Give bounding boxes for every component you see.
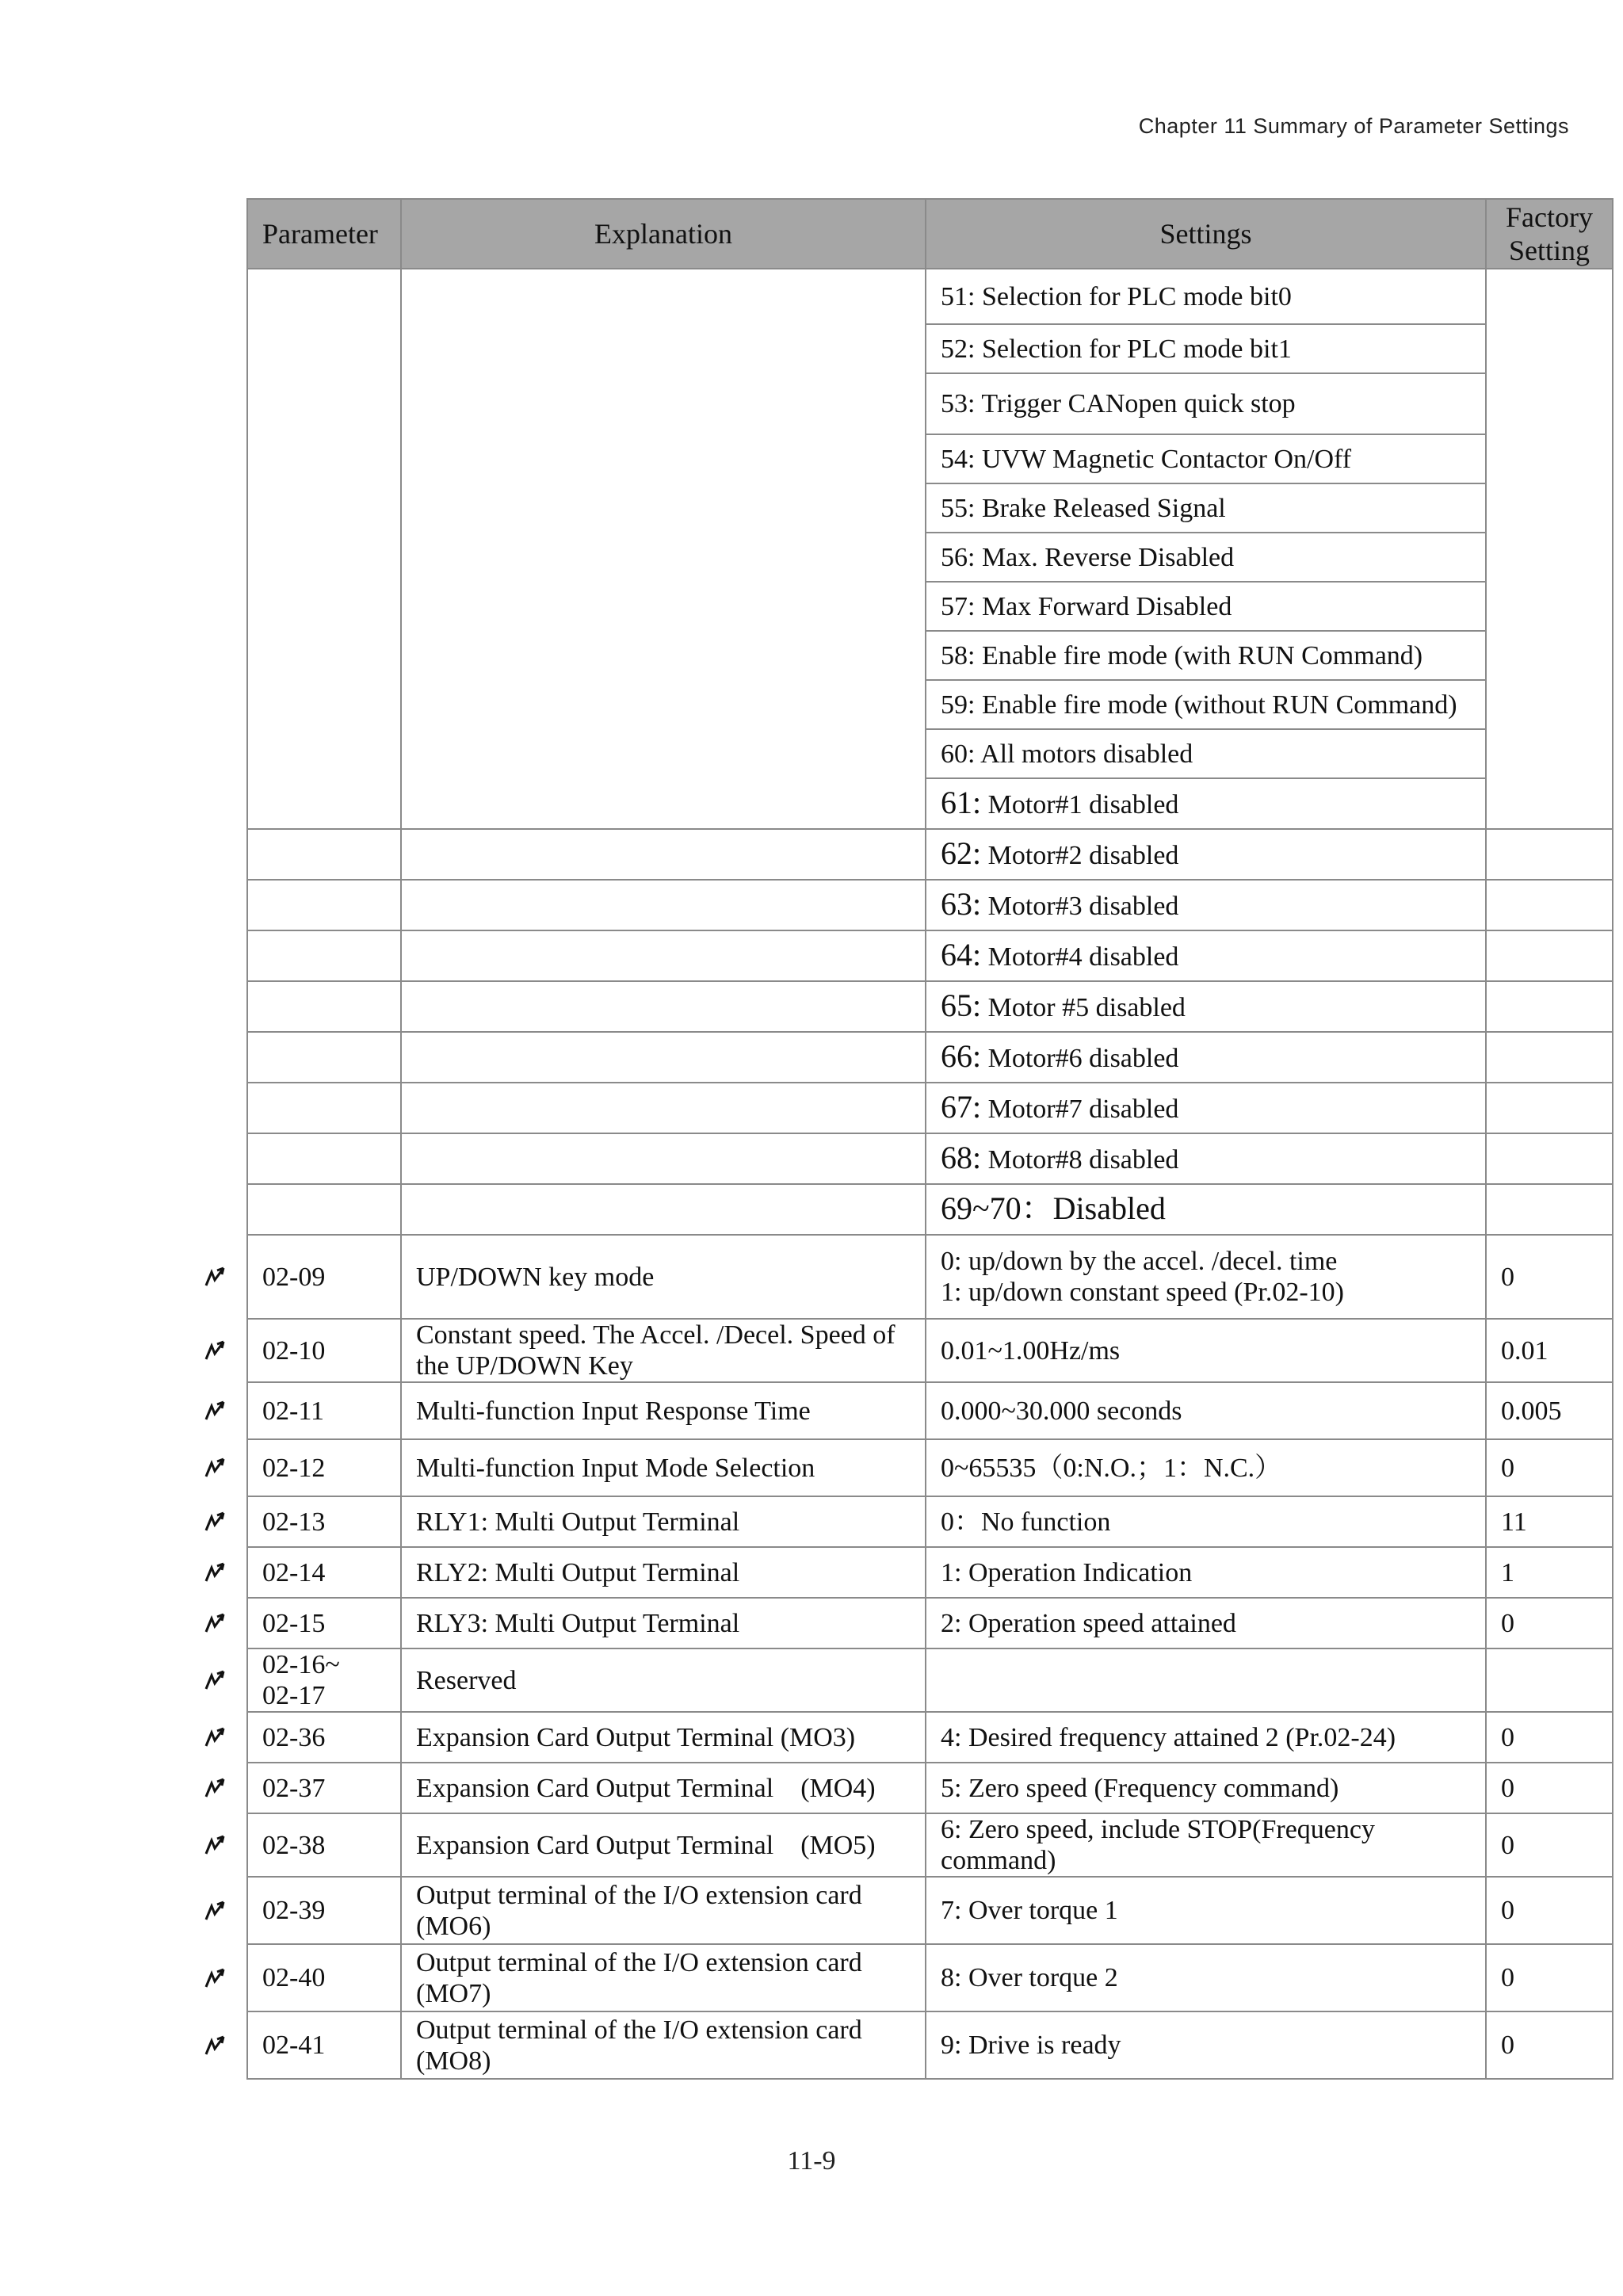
parameter-id: 02-37 <box>247 1763 401 1813</box>
runtime-editable-icon <box>203 1399 227 1423</box>
table-row <box>247 1496 1613 1547</box>
setting-value: 9: Drive is ready <box>926 2011 1486 2079</box>
runtime-editable-icon <box>203 1899 227 1923</box>
explanation-text: Multi-function Input Mode Selection <box>401 1439 926 1496</box>
parameter-cell-empty <box>247 930 401 981</box>
setting-option-text: All motors disabled <box>975 739 1193 769</box>
setting-option-text: Selection for PLC mode bit0 <box>975 281 1292 311</box>
factory-value: 0 <box>1486 1877 1613 1944</box>
setting-option <box>926 1083 1486 1133</box>
setting-value: 0.01~1.00Hz/ms <box>926 1319 1486 1382</box>
explanation-cell-empty <box>401 930 926 981</box>
setting-value: 8: Over torque 2 <box>926 1944 1486 2011</box>
factory-value: 0 <box>1486 2011 1613 2079</box>
explanation-text: Multi-function Input Response Time <box>401 1382 926 1439</box>
explanation-cell-empty <box>401 1133 926 1184</box>
parameter-cell-empty <box>247 829 401 880</box>
runtime-editable-icon <box>203 1456 227 1480</box>
setting-option-text: Disabled <box>1052 1190 1166 1226</box>
col-header-factory-setting: Factory Setting <box>1486 199 1613 269</box>
factory-value: 0 <box>1486 1235 1613 1319</box>
parameter-cell-empty <box>247 1032 401 1083</box>
setting-option-number: 62: <box>941 835 982 871</box>
col-header-explanation: Explanation <box>401 199 926 269</box>
setting-option-number: 52: <box>941 334 976 364</box>
setting-option-number: 54: <box>941 444 976 474</box>
setting-option <box>926 981 1486 1032</box>
table-body <box>247 269 1613 2079</box>
runtime-editable-icon <box>203 2034 227 2057</box>
runtime-editable-icon <box>203 1966 227 1990</box>
runtime-editable-icon <box>203 1510 227 1534</box>
setting-option-text: Motor#1 disabled <box>981 790 1179 819</box>
table-row <box>247 1763 1613 1813</box>
parameter-id: 02-14 <box>247 1547 401 1598</box>
table-row <box>247 1813 1613 1877</box>
setting-value: 7: Over torque 1 <box>926 1877 1486 1944</box>
table-row <box>247 829 1613 880</box>
explanation-cell-empty <box>401 269 926 829</box>
table-row <box>247 1083 1613 1133</box>
table-header-row <box>247 199 1613 269</box>
factory-cell-empty <box>1486 1083 1613 1133</box>
factory-cell-empty <box>1486 269 1613 829</box>
setting-option-number: 69~70： <box>941 1190 1053 1226</box>
explanation-cell-empty <box>401 981 926 1032</box>
explanation-cell-empty <box>401 1184 926 1235</box>
explanation-text: Output terminal of the I/O extension card (MO8) <box>401 2011 926 2079</box>
setting-value: 4: Desired frequency attained 2 (Pr.02-24) <box>926 1712 1486 1763</box>
setting-option-number: 57: <box>941 591 976 621</box>
parameter-id: 02-39 <box>247 1877 401 1944</box>
parameter-cell-empty <box>247 1184 401 1235</box>
setting-option <box>926 582 1486 631</box>
setting-value: 0：No function <box>926 1496 1486 1547</box>
setting-option <box>926 930 1486 981</box>
runtime-editable-icon <box>203 1668 227 1692</box>
factory-value: 0 <box>1486 1813 1613 1877</box>
setting-option <box>926 778 1486 829</box>
setting-option <box>926 880 1486 930</box>
setting-option-text: Motor#7 disabled <box>981 1095 1179 1124</box>
table-row <box>247 1133 1613 1184</box>
table-row <box>247 1382 1613 1439</box>
factory-cell-empty <box>1486 981 1613 1032</box>
setting-option-number: 60: <box>941 739 976 769</box>
table-row <box>247 1712 1613 1763</box>
runtime-editable-icon <box>203 1776 227 1800</box>
runtime-editable-icon <box>203 1561 227 1584</box>
setting-value: 0.000~30.000 seconds <box>926 1382 1486 1439</box>
setting-option-text: Max. Reverse Disabled <box>975 542 1235 572</box>
parameter-cell-empty <box>247 880 401 930</box>
col-header-parameter: Parameter <box>247 199 401 269</box>
table-row <box>247 981 1613 1032</box>
setting-option-number: 51: <box>941 281 976 311</box>
explanation-text: Reserved <box>401 1648 926 1712</box>
explanation-cell-empty <box>401 880 926 930</box>
setting-option-number: 59: <box>941 690 976 720</box>
table-row <box>247 930 1613 981</box>
setting-option-text: Motor #5 disabled <box>981 993 1186 1022</box>
factory-cell-empty <box>1486 1184 1613 1235</box>
table-row <box>247 1877 1613 1944</box>
setting-option-number: 55: <box>941 493 976 523</box>
setting-value: 0: up/down by the accel. /decel. time 1: up/down constant speed (Pr.02-10) <box>926 1235 1486 1319</box>
runtime-editable-icon <box>203 1339 227 1362</box>
factory-value: 0 <box>1486 1439 1613 1496</box>
parameter-id: 02-09 <box>247 1235 401 1319</box>
parameter-table <box>246 198 1613 2080</box>
factory-value: 11 <box>1486 1496 1613 1547</box>
parameter-id: 02-10 <box>247 1319 401 1382</box>
setting-option-number: 63: <box>941 886 982 922</box>
explanation-text: RLY2: Multi Output Terminal <box>401 1547 926 1598</box>
factory-cell-empty <box>1486 880 1613 930</box>
explanation-text: Expansion Card Output Terminal (MO3) <box>401 1712 926 1763</box>
explanation-text: Output terminal of the I/O extension card (MO6) <box>401 1877 926 1944</box>
setting-value <box>926 1648 1486 1712</box>
setting-option <box>926 631 1486 680</box>
explanation-cell-empty <box>401 1032 926 1083</box>
parameter-id: 02-36 <box>247 1712 401 1763</box>
setting-option-number: 65: <box>941 988 982 1023</box>
explanation-cell-empty <box>401 829 926 880</box>
factory-cell-empty <box>1486 1133 1613 1184</box>
setting-option-text: Motor#8 disabled <box>981 1145 1179 1175</box>
factory-value <box>1486 1648 1613 1712</box>
setting-option <box>926 533 1486 582</box>
explanation-text: RLY3: Multi Output Terminal <box>401 1598 926 1648</box>
factory-value: 0.01 <box>1486 1319 1613 1382</box>
parameter-cell-empty <box>247 1133 401 1184</box>
setting-option-text: Selection for PLC mode bit1 <box>975 334 1292 364</box>
setting-option <box>926 1032 1486 1083</box>
parameter-id: 02-11 <box>247 1382 401 1439</box>
setting-option-number: 64: <box>941 937 982 972</box>
setting-value: 1: Operation Indication <box>926 1547 1486 1598</box>
factory-value: 1 <box>1486 1547 1613 1598</box>
table-row <box>247 1319 1613 1382</box>
factory-value: 0 <box>1486 1712 1613 1763</box>
setting-option <box>926 434 1486 483</box>
parameter-id: 02-41 <box>247 2011 401 2079</box>
factory-value: 0 <box>1486 1763 1613 1813</box>
setting-value: 6: Zero speed, include STOP(Frequency command) <box>926 1813 1486 1877</box>
setting-option <box>926 324 1486 373</box>
setting-option-number: 56: <box>941 542 976 572</box>
table-row <box>247 1598 1613 1648</box>
table-row <box>247 269 1613 324</box>
runtime-editable-icon <box>203 1833 227 1857</box>
parameter-cell-empty <box>247 269 401 829</box>
factory-value: 0 <box>1486 1944 1613 2011</box>
parameter-id: 02-16~ 02-17 <box>247 1648 401 1712</box>
setting-option-text: Motor#6 disabled <box>981 1044 1179 1073</box>
parameter-id: 02-15 <box>247 1598 401 1648</box>
explanation-text: Constant speed. The Accel. /Decel. Speed of the UP/DOWN Key <box>401 1319 926 1382</box>
setting-option-number: 68: <box>941 1140 982 1175</box>
runtime-editable-icon <box>203 1611 227 1635</box>
table-row <box>247 1648 1613 1712</box>
explanation-text: UP/DOWN key mode <box>401 1235 926 1319</box>
parameter-cell-empty <box>247 1083 401 1133</box>
setting-option-number: 58: <box>941 640 976 670</box>
runtime-editable-icon <box>203 1725 227 1749</box>
setting-option-number: 67: <box>941 1089 982 1125</box>
table-row <box>247 1235 1613 1319</box>
page-number: 11-9 <box>787 2146 836 2176</box>
setting-option-number: 53: <box>941 389 976 418</box>
setting-option-text: Trigger CANopen quick stop <box>975 389 1296 418</box>
table-row <box>247 1547 1613 1598</box>
factory-cell-empty <box>1486 930 1613 981</box>
setting-option-text: Max Forward Disabled <box>975 591 1232 621</box>
factory-value: 0 <box>1486 1598 1613 1648</box>
setting-option-number: 61: <box>941 785 982 820</box>
setting-option <box>926 373 1486 434</box>
explanation-text: Output terminal of the I/O extension card (MO7) <box>401 1944 926 2011</box>
parameter-id: 02-12 <box>247 1439 401 1496</box>
setting-option-text: Enable fire mode (with RUN Command) <box>975 640 1423 670</box>
runtime-editable-icon <box>203 1265 227 1289</box>
explanation-text: Expansion Card Output Terminal (MO5) <box>401 1813 926 1877</box>
setting-option <box>926 1133 1486 1184</box>
parameter-id: 02-40 <box>247 1944 401 2011</box>
factory-value: 0.005 <box>1486 1382 1613 1439</box>
table-row <box>247 1944 1613 2011</box>
setting-option <box>926 483 1486 533</box>
factory-cell-empty <box>1486 1032 1613 1083</box>
col-header-settings: Settings <box>926 199 1486 269</box>
chapter-header: Chapter 11 Summary of Parameter Settings <box>1138 114 1569 138</box>
parameter-id: 02-13 <box>247 1496 401 1547</box>
explanation-text: RLY1: Multi Output Terminal <box>401 1496 926 1547</box>
setting-option <box>926 1184 1486 1235</box>
setting-option <box>926 729 1486 778</box>
setting-value: 2: Operation speed attained <box>926 1598 1486 1648</box>
table-row <box>247 2011 1613 2079</box>
setting-option-number: 66: <box>941 1038 982 1074</box>
setting-option-text: Brake Released Signal <box>975 493 1226 523</box>
setting-value: 5: Zero speed (Frequency command) <box>926 1763 1486 1813</box>
table-row <box>247 1439 1613 1496</box>
table-row <box>247 1184 1613 1235</box>
setting-option-text: Motor#3 disabled <box>981 892 1179 921</box>
explanation-text: Expansion Card Output Terminal (MO4) <box>401 1763 926 1813</box>
setting-option <box>926 269 1486 324</box>
setting-option <box>926 829 1486 880</box>
setting-option-text: Motor#2 disabled <box>981 841 1179 870</box>
factory-cell-empty <box>1486 829 1613 880</box>
table-row <box>247 1032 1613 1083</box>
setting-option-text: Enable fire mode (without RUN Command) <box>975 690 1457 720</box>
setting-option <box>926 680 1486 729</box>
explanation-cell-empty <box>401 1083 926 1133</box>
setting-option-text: UVW Magnetic Contactor On/Off <box>975 444 1352 474</box>
parameter-cell-empty <box>247 981 401 1032</box>
setting-value: 0~65535（0:N.O.；1：N.C.） <box>926 1439 1486 1496</box>
setting-option-text: Motor#4 disabled <box>981 942 1179 972</box>
table-row <box>247 880 1613 930</box>
parameter-id: 02-38 <box>247 1813 401 1877</box>
